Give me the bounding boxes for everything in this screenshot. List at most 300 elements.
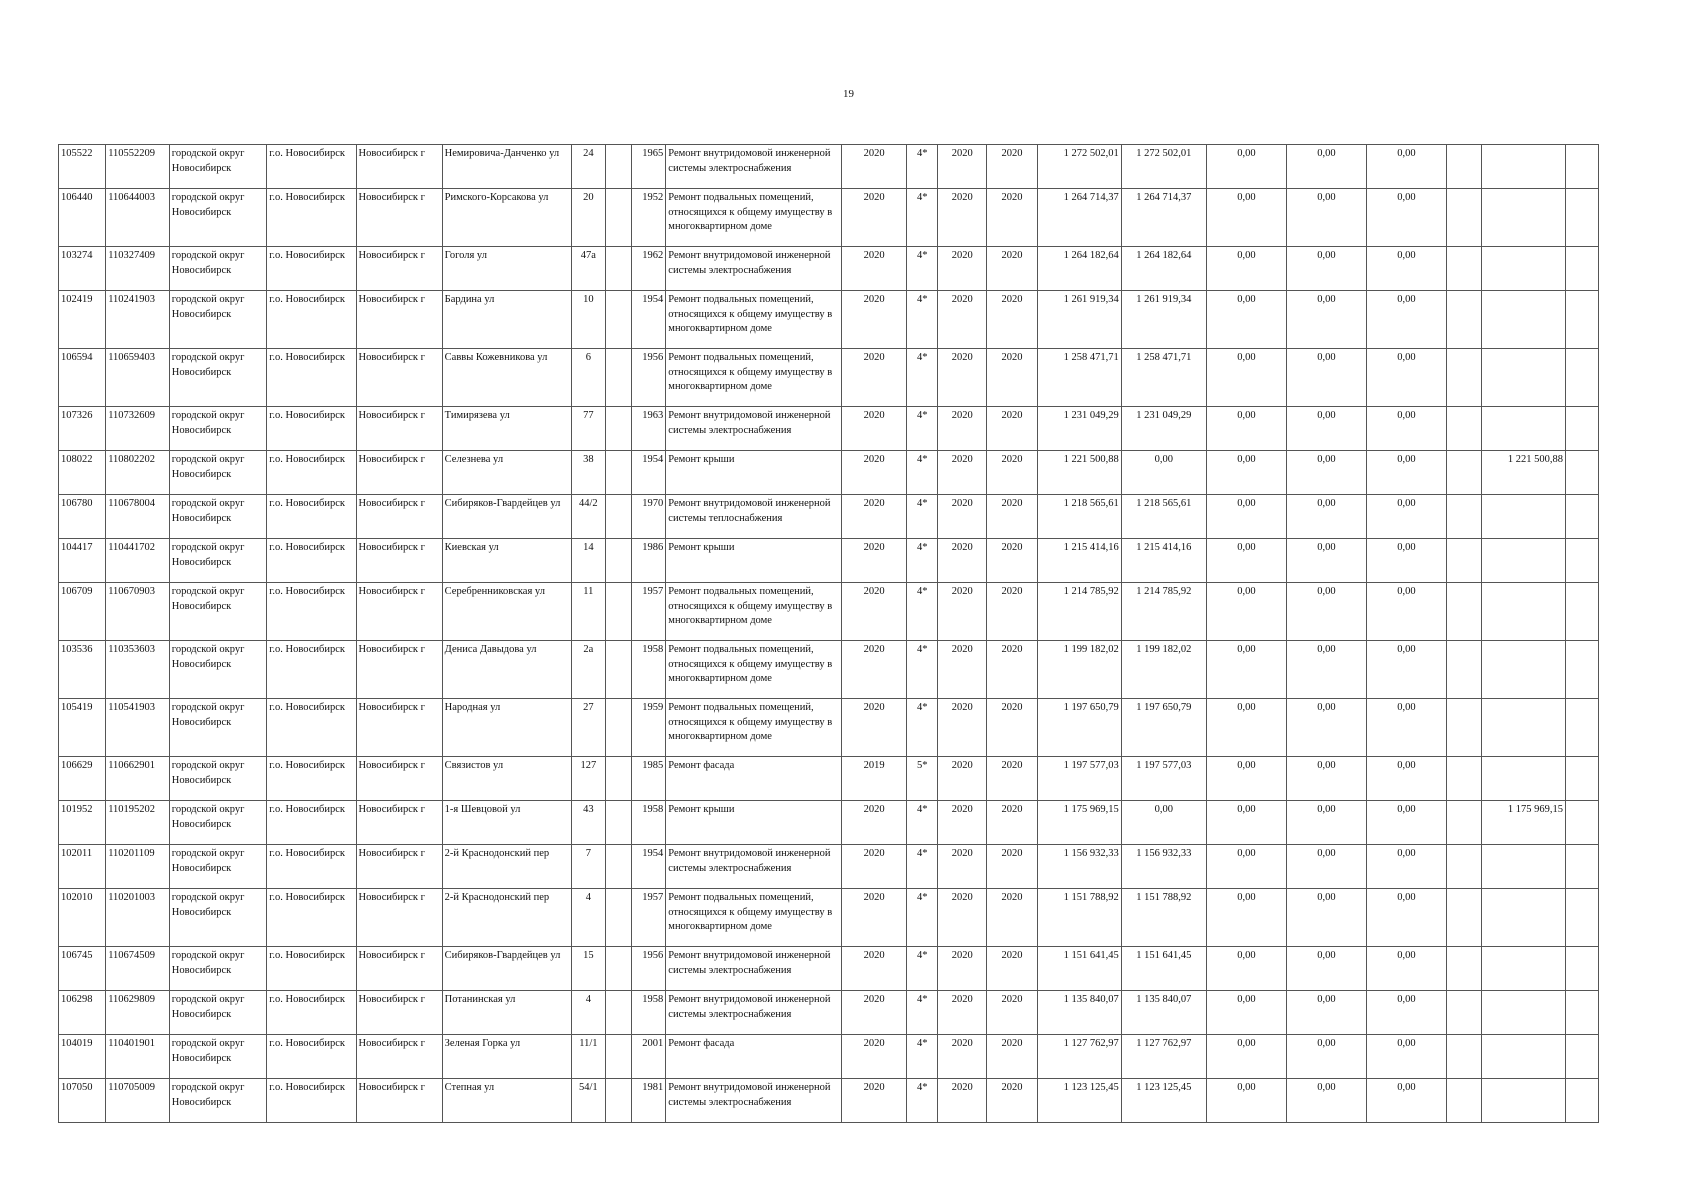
row-value-1: 0,00 xyxy=(1206,451,1286,495)
row-extra-3 xyxy=(1565,349,1598,407)
row-fund-amount: 1 123 125,45 xyxy=(1121,1079,1206,1123)
row-year-built: 1986 xyxy=(632,539,666,583)
row-extra-1 xyxy=(1446,451,1481,495)
row-street: Киевская ул xyxy=(442,539,571,583)
row-category: 4* xyxy=(907,145,938,189)
row-extra-2 xyxy=(1481,757,1565,801)
table-row xyxy=(59,1079,1599,1123)
row-street: Народная ул xyxy=(442,699,571,757)
row-blank xyxy=(605,845,632,889)
row-id: 101952 xyxy=(59,801,106,845)
row-code: 110441702 xyxy=(106,539,170,583)
row-extra-3 xyxy=(1565,407,1598,451)
row-value-1: 0,00 xyxy=(1206,247,1286,291)
row-fund-amount: 1 151 641,45 xyxy=(1121,947,1206,991)
row-year-built: 1954 xyxy=(632,845,666,889)
row-year-b: 2020 xyxy=(987,801,1037,845)
row-value-3: 0,00 xyxy=(1366,1035,1446,1079)
row-district: городской округ Новосибирск xyxy=(169,291,266,349)
row-fund-amount: 1 151 788,92 xyxy=(1121,889,1206,947)
row-extra-1 xyxy=(1446,889,1481,947)
row-value-2: 0,00 xyxy=(1286,145,1366,189)
row-code: 110201109 xyxy=(106,845,170,889)
row-settlement: г.о. Новосибирск xyxy=(267,247,356,291)
row-fund-amount: 0,00 xyxy=(1121,801,1206,845)
row-street: Серебренниковская ул xyxy=(442,583,571,641)
row-work-type: Ремонт подвальных помещений, относящихся к общему имуществу в многоквартирном доме xyxy=(666,889,841,947)
row-code: 110353603 xyxy=(106,641,170,699)
row-extra-3 xyxy=(1565,947,1598,991)
row-blank xyxy=(605,801,632,845)
row-blank xyxy=(605,641,632,699)
row-year-a: 2020 xyxy=(938,1035,987,1079)
row-code: 110705009 xyxy=(106,1079,170,1123)
row-year-built: 1985 xyxy=(632,757,666,801)
row-year-built: 1954 xyxy=(632,451,666,495)
row-value-3: 0,00 xyxy=(1366,407,1446,451)
row-plan-year: 2020 xyxy=(841,583,907,641)
row-house: 127 xyxy=(571,757,605,801)
row-category: 4* xyxy=(907,247,938,291)
row-id: 102011 xyxy=(59,845,106,889)
row-settlement: г.о. Новосибирск xyxy=(267,291,356,349)
row-year-built: 1954 xyxy=(632,291,666,349)
row-extra-2 xyxy=(1481,583,1565,641)
row-work-type: Ремонт внутридомовой инженерной системы электроснабжения xyxy=(666,1079,841,1123)
table-body xyxy=(59,145,1599,1123)
row-street: Сибиряков-Гвардейцев ул xyxy=(442,947,571,991)
row-city: Новосибирск г xyxy=(356,757,442,801)
row-extra-3 xyxy=(1565,539,1598,583)
row-plan-year: 2020 xyxy=(841,145,907,189)
row-value-2: 0,00 xyxy=(1286,757,1366,801)
row-value-1: 0,00 xyxy=(1206,583,1286,641)
row-year-a: 2020 xyxy=(938,407,987,451)
row-value-3: 0,00 xyxy=(1366,247,1446,291)
row-total-cost: 1 221 500,88 xyxy=(1037,451,1121,495)
row-code: 110659403 xyxy=(106,349,170,407)
row-blank xyxy=(605,947,632,991)
row-fund-amount: 1 264 182,64 xyxy=(1121,247,1206,291)
row-year-built: 1962 xyxy=(632,247,666,291)
row-value-3: 0,00 xyxy=(1366,845,1446,889)
row-total-cost: 1 151 788,92 xyxy=(1037,889,1121,947)
row-street: Немировича-Данченко ул xyxy=(442,145,571,189)
row-year-b: 2020 xyxy=(987,291,1037,349)
row-extra-1 xyxy=(1446,1035,1481,1079)
row-extra-2 xyxy=(1481,407,1565,451)
row-settlement: г.о. Новосибирск xyxy=(267,539,356,583)
row-year-b: 2020 xyxy=(987,757,1037,801)
row-id: 106298 xyxy=(59,991,106,1035)
row-fund-amount: 1 127 762,97 xyxy=(1121,1035,1206,1079)
row-value-1: 0,00 xyxy=(1206,845,1286,889)
row-city: Новосибирск г xyxy=(356,539,442,583)
repair-program-table xyxy=(58,144,1599,1123)
row-house: 11/1 xyxy=(571,1035,605,1079)
row-value-3: 0,00 xyxy=(1366,757,1446,801)
row-value-2: 0,00 xyxy=(1286,349,1366,407)
row-street: Дениса Давыдова ул xyxy=(442,641,571,699)
row-city: Новосибирск г xyxy=(356,991,442,1035)
row-year-a: 2020 xyxy=(938,1079,987,1123)
row-fund-amount: 1 197 577,03 xyxy=(1121,757,1206,801)
row-district: городской округ Новосибирск xyxy=(169,947,266,991)
row-district: городской округ Новосибирск xyxy=(169,189,266,247)
row-value-2: 0,00 xyxy=(1286,451,1366,495)
row-year-built: 1958 xyxy=(632,801,666,845)
row-house: 2а xyxy=(571,641,605,699)
row-year-built: 1958 xyxy=(632,991,666,1035)
row-value-2: 0,00 xyxy=(1286,845,1366,889)
row-extra-3 xyxy=(1565,495,1598,539)
row-blank xyxy=(605,539,632,583)
row-city: Новосибирск г xyxy=(356,189,442,247)
row-value-3: 0,00 xyxy=(1366,947,1446,991)
row-extra-1 xyxy=(1446,801,1481,845)
row-work-type: Ремонт подвальных помещений, относящихся к общему имуществу в многоквартирном доме xyxy=(666,189,841,247)
table-row xyxy=(59,349,1599,407)
row-code: 110201003 xyxy=(106,889,170,947)
row-blank xyxy=(605,407,632,451)
row-value-3: 0,00 xyxy=(1366,145,1446,189)
row-fund-amount: 1 272 502,01 xyxy=(1121,145,1206,189)
row-street: Римского-Корсакова ул xyxy=(442,189,571,247)
row-code: 110327409 xyxy=(106,247,170,291)
row-value-1: 0,00 xyxy=(1206,1035,1286,1079)
row-extra-1 xyxy=(1446,495,1481,539)
row-city: Новосибирск г xyxy=(356,451,442,495)
table-row xyxy=(59,845,1599,889)
row-value-2: 0,00 xyxy=(1286,539,1366,583)
row-district: городской округ Новосибирск xyxy=(169,349,266,407)
row-year-b: 2020 xyxy=(987,349,1037,407)
row-city: Новосибирск г xyxy=(356,801,442,845)
row-year-a: 2020 xyxy=(938,889,987,947)
row-extra-3 xyxy=(1565,1079,1598,1123)
row-district: городской округ Новосибирск xyxy=(169,991,266,1035)
row-work-type: Ремонт подвальных помещений, относящихся к общему имуществу в многоквартирном доме xyxy=(666,349,841,407)
row-district: городской округ Новосибирск xyxy=(169,1079,266,1123)
row-value-3: 0,00 xyxy=(1366,889,1446,947)
row-extra-3 xyxy=(1565,991,1598,1035)
row-extra-2 xyxy=(1481,495,1565,539)
row-total-cost: 1 272 502,01 xyxy=(1037,145,1121,189)
row-code: 110678004 xyxy=(106,495,170,539)
row-total-cost: 1 156 932,33 xyxy=(1037,845,1121,889)
row-year-a: 2020 xyxy=(938,641,987,699)
row-plan-year: 2020 xyxy=(841,641,907,699)
row-year-built: 1963 xyxy=(632,407,666,451)
row-year-b: 2020 xyxy=(987,699,1037,757)
row-extra-1 xyxy=(1446,845,1481,889)
row-extra-2 xyxy=(1481,699,1565,757)
row-city: Новосибирск г xyxy=(356,349,442,407)
row-city: Новосибирск г xyxy=(356,145,442,189)
row-district: городской округ Новосибирск xyxy=(169,407,266,451)
row-extra-1 xyxy=(1446,349,1481,407)
row-plan-year: 2020 xyxy=(841,349,907,407)
row-work-type: Ремонт подвальных помещений, относящихся к общему имуществу в многоквартирном доме xyxy=(666,699,841,757)
row-extra-1 xyxy=(1446,991,1481,1035)
row-house: 77 xyxy=(571,407,605,451)
row-category: 4* xyxy=(907,699,938,757)
row-extra-2 xyxy=(1481,1035,1565,1079)
row-work-type: Ремонт внутридомовой инженерной системы электроснабжения xyxy=(666,947,841,991)
row-extra-2: 1 221 500,88 xyxy=(1481,451,1565,495)
row-value-2: 0,00 xyxy=(1286,495,1366,539)
row-city: Новосибирск г xyxy=(356,247,442,291)
row-category: 4* xyxy=(907,801,938,845)
row-house: 43 xyxy=(571,801,605,845)
row-id: 102010 xyxy=(59,889,106,947)
row-fund-amount: 1 199 182,02 xyxy=(1121,641,1206,699)
row-total-cost: 1 123 125,45 xyxy=(1037,1079,1121,1123)
row-plan-year: 2020 xyxy=(841,247,907,291)
row-id: 105522 xyxy=(59,145,106,189)
row-total-cost: 1 135 840,07 xyxy=(1037,991,1121,1035)
row-id: 106629 xyxy=(59,757,106,801)
row-total-cost: 1 231 049,29 xyxy=(1037,407,1121,451)
row-plan-year: 2020 xyxy=(841,291,907,349)
row-settlement: г.о. Новосибирск xyxy=(267,1079,356,1123)
row-extra-2 xyxy=(1481,291,1565,349)
row-house: 6 xyxy=(571,349,605,407)
row-year-b: 2020 xyxy=(987,145,1037,189)
row-district: городской округ Новосибирск xyxy=(169,539,266,583)
row-extra-1 xyxy=(1446,247,1481,291)
row-plan-year: 2020 xyxy=(841,1035,907,1079)
row-street: Связистов ул xyxy=(442,757,571,801)
row-value-1: 0,00 xyxy=(1206,1079,1286,1123)
row-extra-1 xyxy=(1446,583,1481,641)
row-value-2: 0,00 xyxy=(1286,801,1366,845)
row-year-a: 2020 xyxy=(938,757,987,801)
row-district: городской округ Новосибирск xyxy=(169,889,266,947)
row-year-built: 1965 xyxy=(632,145,666,189)
row-value-2: 0,00 xyxy=(1286,1035,1366,1079)
row-house: 44/2 xyxy=(571,495,605,539)
row-district: городской округ Новосибирск xyxy=(169,145,266,189)
row-value-2: 0,00 xyxy=(1286,407,1366,451)
row-house: 38 xyxy=(571,451,605,495)
row-street: Сибиряков-Гвардейцев ул xyxy=(442,495,571,539)
row-work-type: Ремонт внутридомовой инженерной системы электроснабжения xyxy=(666,845,841,889)
row-value-3: 0,00 xyxy=(1366,699,1446,757)
row-code: 110552209 xyxy=(106,145,170,189)
row-extra-3 xyxy=(1565,699,1598,757)
row-work-type: Ремонт внутридомовой инженерной системы теплоснабжения xyxy=(666,495,841,539)
row-house: 20 xyxy=(571,189,605,247)
row-district: городской округ Новосибирск xyxy=(169,699,266,757)
row-year-built: 1952 xyxy=(632,189,666,247)
row-value-3: 0,00 xyxy=(1366,539,1446,583)
row-year-built: 2001 xyxy=(632,1035,666,1079)
row-code: 110629809 xyxy=(106,991,170,1035)
row-work-type: Ремонт внутридомовой инженерной системы электроснабжения xyxy=(666,247,841,291)
table-row xyxy=(59,291,1599,349)
row-extra-3 xyxy=(1565,801,1598,845)
row-city: Новосибирск г xyxy=(356,583,442,641)
row-value-1: 0,00 xyxy=(1206,801,1286,845)
row-extra-2 xyxy=(1481,1079,1565,1123)
row-extra-3 xyxy=(1565,145,1598,189)
row-year-b: 2020 xyxy=(987,539,1037,583)
row-value-3: 0,00 xyxy=(1366,451,1446,495)
row-settlement: г.о. Новосибирск xyxy=(267,349,356,407)
row-value-3: 0,00 xyxy=(1366,1079,1446,1123)
row-house: 27 xyxy=(571,699,605,757)
row-settlement: г.о. Новосибирск xyxy=(267,991,356,1035)
row-city: Новосибирск г xyxy=(356,291,442,349)
row-extra-3 xyxy=(1565,889,1598,947)
row-id: 106440 xyxy=(59,189,106,247)
row-street: 2-й Краснодонский пер xyxy=(442,845,571,889)
row-house: 47а xyxy=(571,247,605,291)
row-plan-year: 2020 xyxy=(841,991,907,1035)
row-extra-2 xyxy=(1481,947,1565,991)
row-fund-amount: 1 258 471,71 xyxy=(1121,349,1206,407)
row-total-cost: 1 197 577,03 xyxy=(1037,757,1121,801)
row-value-2: 0,00 xyxy=(1286,889,1366,947)
row-id: 106709 xyxy=(59,583,106,641)
row-value-2: 0,00 xyxy=(1286,641,1366,699)
row-category: 4* xyxy=(907,349,938,407)
row-plan-year: 2020 xyxy=(841,189,907,247)
row-id: 103274 xyxy=(59,247,106,291)
row-work-type: Ремонт фасада xyxy=(666,1035,841,1079)
row-id: 106594 xyxy=(59,349,106,407)
row-blank xyxy=(605,145,632,189)
row-extra-3 xyxy=(1565,757,1598,801)
row-code: 110802202 xyxy=(106,451,170,495)
row-code: 110195202 xyxy=(106,801,170,845)
row-year-a: 2020 xyxy=(938,539,987,583)
row-extra-1 xyxy=(1446,641,1481,699)
row-extra-3 xyxy=(1565,1035,1598,1079)
table-row xyxy=(59,801,1599,845)
row-street: Потанинская ул xyxy=(442,991,571,1035)
row-category: 4* xyxy=(907,583,938,641)
row-blank xyxy=(605,991,632,1035)
row-extra-1 xyxy=(1446,407,1481,451)
row-settlement: г.о. Новосибирск xyxy=(267,757,356,801)
row-fund-amount: 1 231 049,29 xyxy=(1121,407,1206,451)
row-year-a: 2020 xyxy=(938,145,987,189)
table-row xyxy=(59,247,1599,291)
row-year-a: 2020 xyxy=(938,947,987,991)
row-year-b: 2020 xyxy=(987,247,1037,291)
row-code: 110674509 xyxy=(106,947,170,991)
row-district: городской округ Новосибирск xyxy=(169,247,266,291)
row-plan-year: 2020 xyxy=(841,947,907,991)
row-fund-amount: 1 214 785,92 xyxy=(1121,583,1206,641)
row-city: Новосибирск г xyxy=(356,1035,442,1079)
row-category: 4* xyxy=(907,539,938,583)
row-value-3: 0,00 xyxy=(1366,349,1446,407)
table-row xyxy=(59,495,1599,539)
row-year-a: 2020 xyxy=(938,349,987,407)
row-total-cost: 1 151 641,45 xyxy=(1037,947,1121,991)
row-value-1: 0,00 xyxy=(1206,189,1286,247)
row-year-b: 2020 xyxy=(987,495,1037,539)
row-district: городской округ Новосибирск xyxy=(169,583,266,641)
row-street: Саввы Кожевникова ул xyxy=(442,349,571,407)
row-id: 106745 xyxy=(59,947,106,991)
row-year-a: 2020 xyxy=(938,451,987,495)
row-extra-3 xyxy=(1565,247,1598,291)
row-plan-year: 2020 xyxy=(841,889,907,947)
row-year-b: 2020 xyxy=(987,189,1037,247)
row-settlement: г.о. Новосибирск xyxy=(267,1035,356,1079)
row-total-cost: 1 218 565,61 xyxy=(1037,495,1121,539)
row-category: 4* xyxy=(907,991,938,1035)
row-plan-year: 2020 xyxy=(841,407,907,451)
row-work-type: Ремонт подвальных помещений, относящихся к общему имуществу в многоквартирном доме xyxy=(666,641,841,699)
row-work-type: Ремонт крыши xyxy=(666,451,841,495)
row-id: 107050 xyxy=(59,1079,106,1123)
row-value-3: 0,00 xyxy=(1366,641,1446,699)
row-category: 5* xyxy=(907,757,938,801)
row-year-b: 2020 xyxy=(987,451,1037,495)
row-district: городской округ Новосибирск xyxy=(169,641,266,699)
row-code: 110670903 xyxy=(106,583,170,641)
row-street: Зеленая Горка ул xyxy=(442,1035,571,1079)
row-value-3: 0,00 xyxy=(1366,291,1446,349)
row-extra-1 xyxy=(1446,539,1481,583)
row-code: 110732609 xyxy=(106,407,170,451)
row-year-a: 2020 xyxy=(938,495,987,539)
row-extra-3 xyxy=(1565,291,1598,349)
row-settlement: г.о. Новосибирск xyxy=(267,845,356,889)
row-value-1: 0,00 xyxy=(1206,291,1286,349)
row-year-built: 1958 xyxy=(632,641,666,699)
table-row xyxy=(59,641,1599,699)
row-fund-amount: 1 135 840,07 xyxy=(1121,991,1206,1035)
row-plan-year: 2020 xyxy=(841,451,907,495)
row-extra-3 xyxy=(1565,583,1598,641)
row-year-b: 2020 xyxy=(987,407,1037,451)
row-city: Новосибирск г xyxy=(356,641,442,699)
row-value-1: 0,00 xyxy=(1206,349,1286,407)
row-blank xyxy=(605,247,632,291)
row-district: городской округ Новосибирск xyxy=(169,757,266,801)
row-year-b: 2020 xyxy=(987,641,1037,699)
row-extra-2 xyxy=(1481,539,1565,583)
row-house: 54/1 xyxy=(571,1079,605,1123)
row-city: Новосибирск г xyxy=(356,947,442,991)
table-row xyxy=(59,451,1599,495)
row-year-built: 1957 xyxy=(632,583,666,641)
row-id: 107326 xyxy=(59,407,106,451)
row-value-2: 0,00 xyxy=(1286,583,1366,641)
table-row xyxy=(59,539,1599,583)
row-house: 11 xyxy=(571,583,605,641)
row-fund-amount: 1 264 714,37 xyxy=(1121,189,1206,247)
row-extra-1 xyxy=(1446,699,1481,757)
row-plan-year: 2019 xyxy=(841,757,907,801)
row-district: городской округ Новосибирск xyxy=(169,495,266,539)
row-year-b: 2020 xyxy=(987,889,1037,947)
row-city: Новосибирск г xyxy=(356,845,442,889)
row-house: 10 xyxy=(571,291,605,349)
row-blank xyxy=(605,189,632,247)
row-city: Новосибирск г xyxy=(356,699,442,757)
row-fund-amount: 1 197 650,79 xyxy=(1121,699,1206,757)
row-year-built: 1959 xyxy=(632,699,666,757)
row-fund-amount: 1 261 919,34 xyxy=(1121,291,1206,349)
row-plan-year: 2020 xyxy=(841,1079,907,1123)
